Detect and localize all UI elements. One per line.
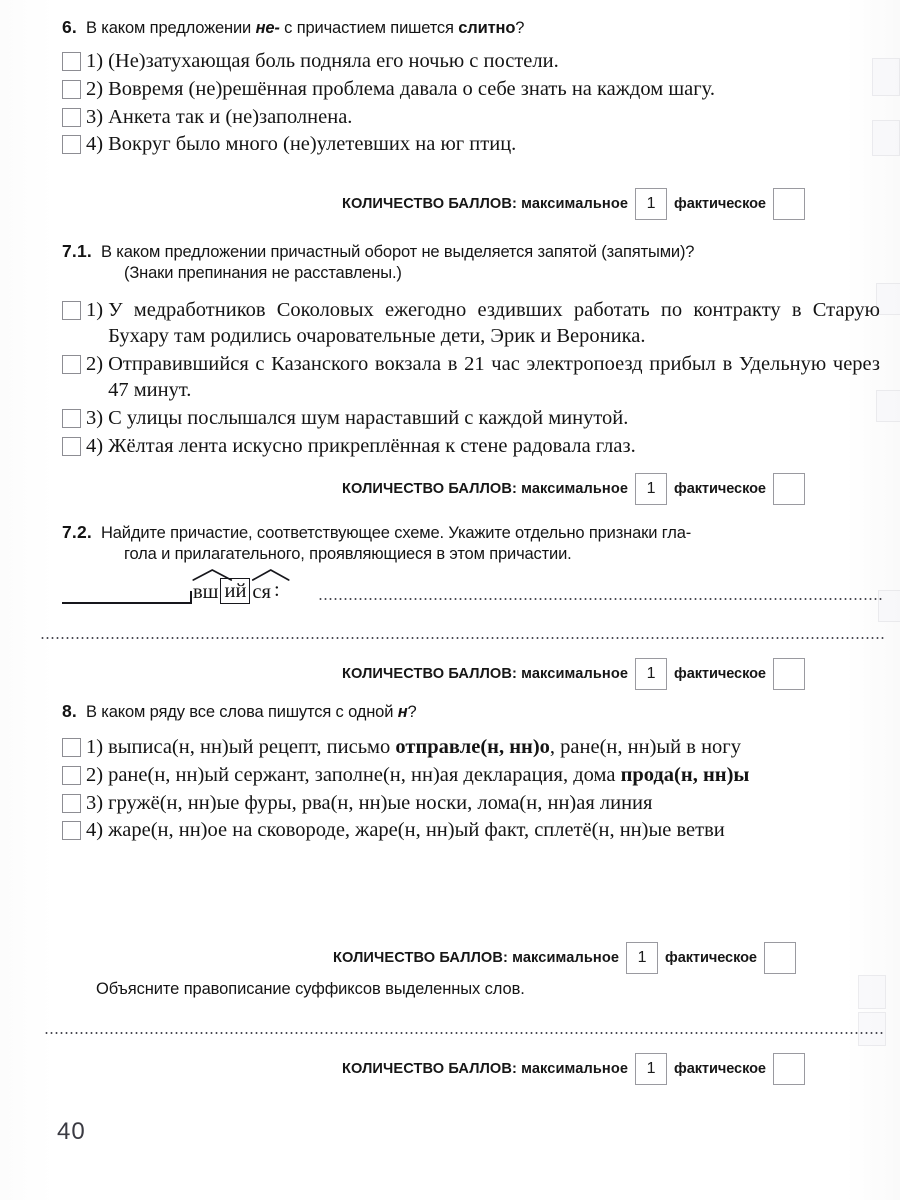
score-actual-box[interactable] [773,658,805,690]
checkbox-icon[interactable] [62,135,81,154]
option-row[interactable] [62,790,880,817]
q6-emphasis-slitno: слитно [458,19,516,37]
score-label-actual: фактическое [665,950,757,966]
question-8-options [62,734,880,844]
checkbox-icon[interactable] [62,437,81,456]
option-row[interactable] [62,76,880,103]
option-text: Анкета так и (не)заполнена. [108,105,353,128]
option-number: 4) [86,133,104,156]
question-7-2 [62,521,880,566]
checkbox-icon[interactable] [62,766,81,785]
option-row[interactable] [62,817,880,844]
question-6-options [62,48,880,158]
postfix-arc-icon [251,569,272,581]
score-row-followup [342,1053,805,1085]
option-row[interactable] [62,48,880,75]
score-max-box: 1 [635,658,667,690]
bleed-artifact [858,1012,886,1046]
score-actual-box[interactable] [773,473,805,505]
checkbox-icon[interactable] [62,821,81,840]
question-7-1-prompt [62,240,880,285]
postfix-sya-label: ся [252,580,271,603]
option-segment: ране(н, нн)ый сержант, заполне(н, нн)ая декларация, дома [108,763,621,786]
option-text: жаре(н, нн)ое на сковороде, жаре(н, нн)ый факт, сплетё(н, нн)ые ветви [108,819,725,842]
ending-iy-label: ий [224,579,247,602]
answer-line[interactable] [40,637,884,639]
q72-prompt-line1: Найдите причастие, соответствующее схеме. Укажите отдельно признаки гла- [101,524,692,542]
option-text: Вовремя (не)решённая проблема давала о себе знать на каждом шагу. [108,77,715,100]
option-number: 3) [86,791,104,814]
score-label-max: КОЛИЧЕСТВО БАЛЛОВ: максимальное [342,196,629,212]
bleed-artifact [878,590,900,622]
option-number: 4) [86,819,104,842]
score-max-box: 1 [635,188,667,220]
option-row[interactable] [62,104,880,131]
option-row[interactable] [62,762,880,789]
question-7-1-number: 7.1. [62,241,92,261]
score-row-q7-2 [342,658,805,690]
option-row[interactable] [62,351,880,404]
checkbox-icon[interactable] [62,355,81,374]
page-number: 40 [57,1118,86,1145]
q72-prompt-line2: гола и прилагательного, проявляющиеся в этом причастии. [124,545,572,564]
q6-emphasis-ne: не- [255,19,280,37]
answer-line[interactable] [318,598,884,600]
checkbox-icon[interactable] [62,80,81,99]
question-6-number: 6. [62,17,77,37]
q71-prompt-line2: (Знаки препинания не расставлены.) [124,264,402,283]
option-segment-bold: отправле(н, нн)о [395,736,550,759]
score-actual-box[interactable] [764,942,796,974]
option-number: 2) [86,763,104,786]
option-number: 1) [86,298,104,321]
score-label-actual: фактическое [674,196,766,212]
score-label-actual: фактическое [674,1061,766,1077]
question-8 [62,700,880,845]
suffix-vsh-label: вш [193,580,219,603]
q8-prompt-c: ? [407,703,417,721]
suffix-vsh [192,582,219,605]
score-row-q8 [333,942,796,974]
score-max-box: 1 [626,942,658,974]
q71-prompt-line1: В каком предложении причастный оборот не выделяется запятой (запятыми)? [101,243,695,261]
option-row[interactable] [62,405,880,432]
option-text: гружё(н, нн)ые фуры, рва(н, нн)ые носки, лома(н, нн)ая линия [108,791,653,814]
option-number: 4) [86,434,104,457]
option-number: 1) [86,736,104,759]
checkbox-icon[interactable] [62,409,81,428]
q8-emphasis-n: н [397,703,408,721]
score-max-box: 1 [635,1053,667,1085]
checkbox-icon[interactable] [62,108,81,127]
question-7-1-options [62,297,880,460]
morpheme-scheme [62,560,280,604]
score-label-max: КОЛИЧЕСТВО БАЛЛОВ: максимальное [342,1061,629,1077]
score-label-max: КОЛИЧЕСТВО БАЛЛОВ: максимальное [333,950,620,966]
question-7-2-number: 7.2. [62,522,92,542]
option-number: 1) [86,50,104,73]
answer-line[interactable] [44,1032,884,1034]
score-row-q6 [342,188,805,220]
followup-instruction: Объясните правописание суффиксов выделенных слов. [96,980,525,998]
score-max-box: 1 [635,473,667,505]
option-segment-bold: прода(н, нн)ы [620,763,750,786]
q6-prompt-a: В каком предложении [86,19,256,37]
score-actual-box[interactable] [773,1053,805,1085]
option-number: 2) [86,352,104,375]
score-label-max: КОЛИЧЕСТВО БАЛЛОВ: максимальное [342,481,629,497]
question-8-prompt [62,700,880,723]
option-row[interactable] [62,297,880,350]
question-6-prompt [62,16,880,39]
option-number: 3) [86,105,104,128]
question-7-1 [62,240,880,460]
checkbox-icon[interactable] [62,52,81,71]
option-row[interactable] [62,734,880,761]
scheme-colon: : [273,579,280,601]
option-text: Отправившийся с Казанского вокзала в 21 час электропоезд прибыл в Удельную через 47 минут. [108,352,880,402]
option-text: (Не)затухающая боль подняла его ночью с постели. [108,50,559,73]
checkbox-icon[interactable] [62,301,81,320]
ending-iy [220,578,250,605]
checkbox-icon[interactable] [62,738,81,757]
option-text: У медработников Соколовых ежегодно ездивших работать по контракту в Старую Бухару там родились очаровательные дети, Эрик и Вероника. [108,298,880,348]
option-text: С улицы послышался шум нараставший с каждой минутой. [108,407,629,430]
option-text [108,734,880,761]
option-number: 2) [86,77,104,100]
option-segment: , ране(н, нн)ый в ногу [549,736,741,759]
q8-prompt-a: В каком ряду все слова пишутся с одной [86,703,398,721]
suffix-arc-icon [192,569,219,581]
score-label-actual: фактическое [674,481,766,497]
option-text: Вокруг было много (не)улетевших на юг птиц. [108,133,517,156]
option-row[interactable] [62,433,880,460]
option-segment: выписа(н, нн)ый рецепт, письмо [108,736,396,759]
question-7-2-prompt [62,521,880,566]
q6-prompt-b: с причастием пишется [279,19,459,37]
option-text: Жёлтая лента искусно прикреплённая к стене радовала глаз. [108,434,636,457]
question-8-number: 8. [62,701,77,721]
score-row-q7-1 [342,473,805,505]
score-actual-box[interactable] [773,188,805,220]
option-number: 3) [86,407,104,430]
bleed-artifact [858,975,886,1009]
question-6 [62,16,880,159]
score-label-actual: фактическое [674,666,766,682]
option-text [108,762,880,789]
checkbox-icon[interactable] [62,794,81,813]
option-row[interactable] [62,131,880,158]
root-bracket-icon [62,574,192,604]
q6-prompt-c: ? [515,19,525,37]
postfix-sya [251,582,272,605]
score-label-max: КОЛИЧЕСТВО БАЛЛОВ: максимальное [342,666,629,682]
